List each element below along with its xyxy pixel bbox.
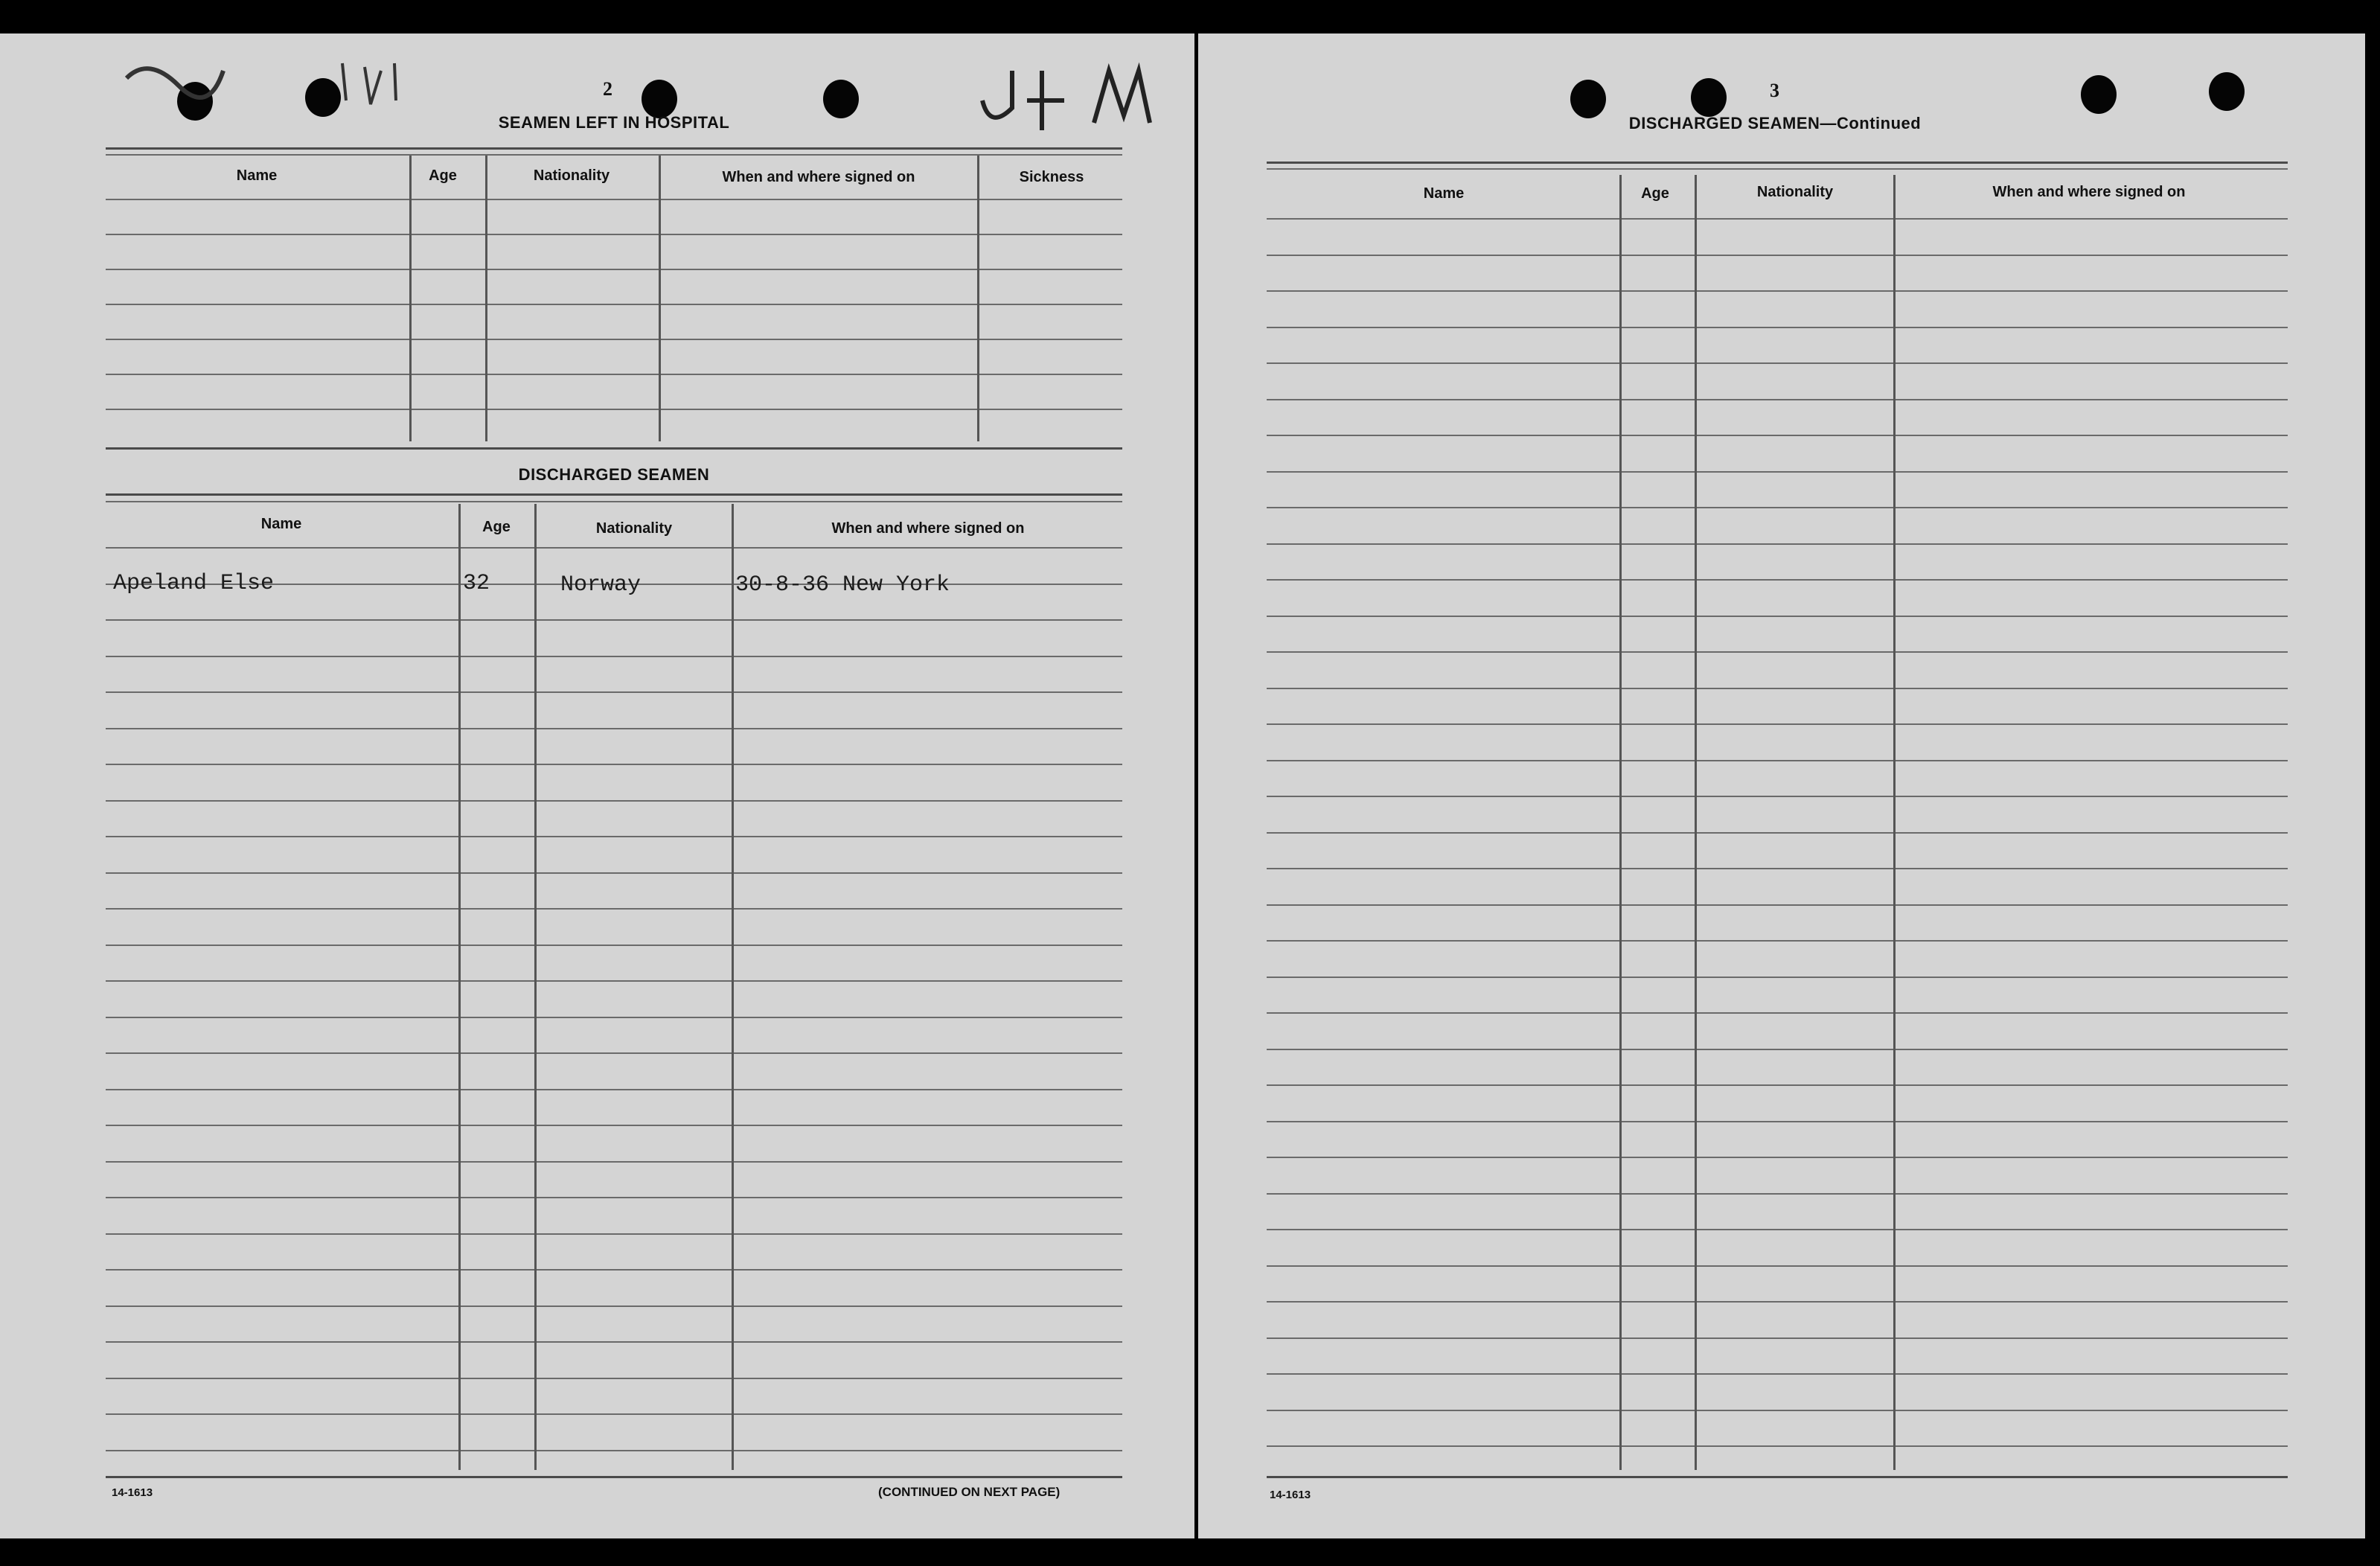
discharged-continued-title: DISCHARGED SEAMEN—Continued — [1628, 114, 1922, 132]
row-rule — [1267, 435, 2288, 436]
discharged-col-signed-on: When and where signed on — [831, 520, 1025, 537]
row-rule — [1267, 290, 2288, 292]
hospital-col-sickness: Sickness — [1019, 169, 1084, 185]
table-rule — [106, 147, 1122, 150]
row-rule — [106, 728, 1122, 729]
column-rule — [1619, 175, 1622, 1470]
continued-col-signed-on: When and where signed on — [1992, 184, 2186, 200]
handwritten-mark — [119, 41, 417, 123]
row-rule — [1267, 904, 2288, 906]
hospital-col-age: Age — [429, 167, 457, 184]
row-rule — [106, 1413, 1122, 1415]
row-rule — [1267, 1084, 2288, 1086]
row-1-nationality: Norway — [560, 572, 642, 598]
form-number: 14-1613 — [112, 1486, 153, 1499]
left-page — [0, 33, 1194, 1538]
row-rule — [106, 1450, 1122, 1451]
table-rule — [1267, 162, 2288, 164]
column-rule — [659, 156, 661, 441]
row-rule — [1267, 399, 2288, 400]
row-rule — [1267, 1121, 2288, 1122]
row-rule — [106, 619, 1122, 621]
row-rule — [106, 800, 1122, 802]
row-rule — [1267, 1445, 2288, 1447]
row-rule — [1267, 940, 2288, 942]
continued-col-age: Age — [1641, 185, 1669, 202]
punch-hole — [2209, 72, 2245, 111]
row-rule — [106, 980, 1122, 982]
row-rule — [106, 1305, 1122, 1307]
row-1-name: Apeland Else — [113, 571, 275, 596]
row-rule — [106, 547, 1122, 549]
row-rule — [1267, 616, 2288, 617]
column-rule — [534, 504, 537, 1470]
row-rule — [106, 1161, 1122, 1163]
row-rule — [106, 1125, 1122, 1126]
row-rule — [1267, 507, 2288, 508]
row-rule — [106, 1269, 1122, 1271]
discharged-col-nationality: Nationality — [595, 520, 673, 537]
punch-hole — [2081, 75, 2117, 114]
row-1-age: 32 — [463, 571, 490, 596]
row-rule — [1267, 1229, 2288, 1230]
row-rule — [1267, 1265, 2288, 1267]
row-rule — [1267, 1373, 2288, 1375]
hospital-col-signed-on: When and where signed on — [722, 169, 915, 185]
discharged-col-name: Name — [260, 516, 302, 532]
hospital-col-nationality: Nationality — [533, 167, 610, 184]
row-rule — [106, 872, 1122, 874]
table-bottom-rule — [106, 1476, 1122, 1478]
form-number: 14-1613 — [1270, 1489, 1311, 1501]
hospital-col-name: Name — [236, 167, 278, 184]
table-bottom-rule — [106, 447, 1122, 450]
column-rule — [1695, 175, 1697, 1470]
row-rule — [1267, 1049, 2288, 1050]
continued-col-name: Name — [1423, 185, 1465, 202]
row-rule — [106, 234, 1122, 235]
row-rule — [106, 374, 1122, 375]
row-rule — [106, 339, 1122, 340]
row-rule — [1267, 832, 2288, 834]
row-rule — [106, 945, 1122, 946]
row-rule — [1267, 977, 2288, 978]
row-rule — [1267, 1301, 2288, 1303]
row-rule — [106, 269, 1122, 270]
row-rule — [106, 199, 1122, 200]
page-number: 2 — [603, 78, 612, 100]
table-rule — [106, 154, 1122, 156]
row-rule — [106, 304, 1122, 305]
continued-col-nationality: Nationality — [1756, 184, 1834, 200]
row-rule — [1267, 1338, 2288, 1339]
row-rule — [1267, 1157, 2288, 1158]
row-rule — [106, 908, 1122, 910]
column-rule — [977, 156, 979, 441]
page-number: 3 — [1770, 80, 1779, 101]
column-rule — [485, 156, 487, 441]
table-rule — [106, 493, 1122, 496]
row-rule — [1267, 255, 2288, 256]
row-rule — [1267, 651, 2288, 653]
right-page — [1198, 33, 2365, 1538]
table-bottom-rule — [1267, 1476, 2288, 1478]
row-rule — [1267, 543, 2288, 545]
row-rule — [1267, 1193, 2288, 1195]
row-rule — [1267, 1410, 2288, 1411]
table-rule — [1267, 168, 2288, 170]
column-rule — [732, 504, 734, 1470]
punch-hole — [823, 80, 859, 118]
row-rule — [106, 1089, 1122, 1090]
row-rule — [106, 1378, 1122, 1379]
row-rule — [106, 836, 1122, 837]
column-rule — [1893, 175, 1896, 1470]
row-rule — [106, 1233, 1122, 1235]
row-rule — [1267, 471, 2288, 473]
hospital-section-title: SEAMEN LEFT IN HOSPITAL — [498, 113, 730, 132]
row-rule — [1267, 362, 2288, 364]
row-rule — [106, 1341, 1122, 1343]
column-rule — [409, 156, 412, 441]
row-rule — [106, 1017, 1122, 1018]
row-rule — [1267, 760, 2288, 761]
row-rule — [1267, 579, 2288, 581]
row-rule — [1267, 723, 2288, 725]
row-rule — [106, 1052, 1122, 1054]
continued-note: (CONTINUED ON NEXT PAGE) — [878, 1485, 1061, 1499]
row-rule — [106, 1197, 1122, 1198]
row-rule — [1267, 327, 2288, 328]
handwritten-jm-mark — [967, 56, 1191, 138]
column-rule — [458, 504, 461, 1470]
row-rule — [1267, 218, 2288, 220]
discharged-section-title: DISCHARGED SEAMEN — [518, 465, 710, 484]
row-1-signed-on: 30-8-36 New York — [735, 572, 950, 598]
row-rule — [1267, 688, 2288, 689]
row-rule — [106, 691, 1122, 693]
punch-hole — [1691, 78, 1727, 117]
row-rule — [106, 409, 1122, 410]
discharged-col-age: Age — [482, 519, 511, 535]
row-rule — [1267, 796, 2288, 797]
table-rule — [106, 501, 1122, 502]
row-rule — [106, 656, 1122, 657]
row-rule — [106, 764, 1122, 765]
row-rule — [1267, 1012, 2288, 1014]
punch-hole — [1570, 80, 1606, 118]
row-rule — [1267, 868, 2288, 869]
